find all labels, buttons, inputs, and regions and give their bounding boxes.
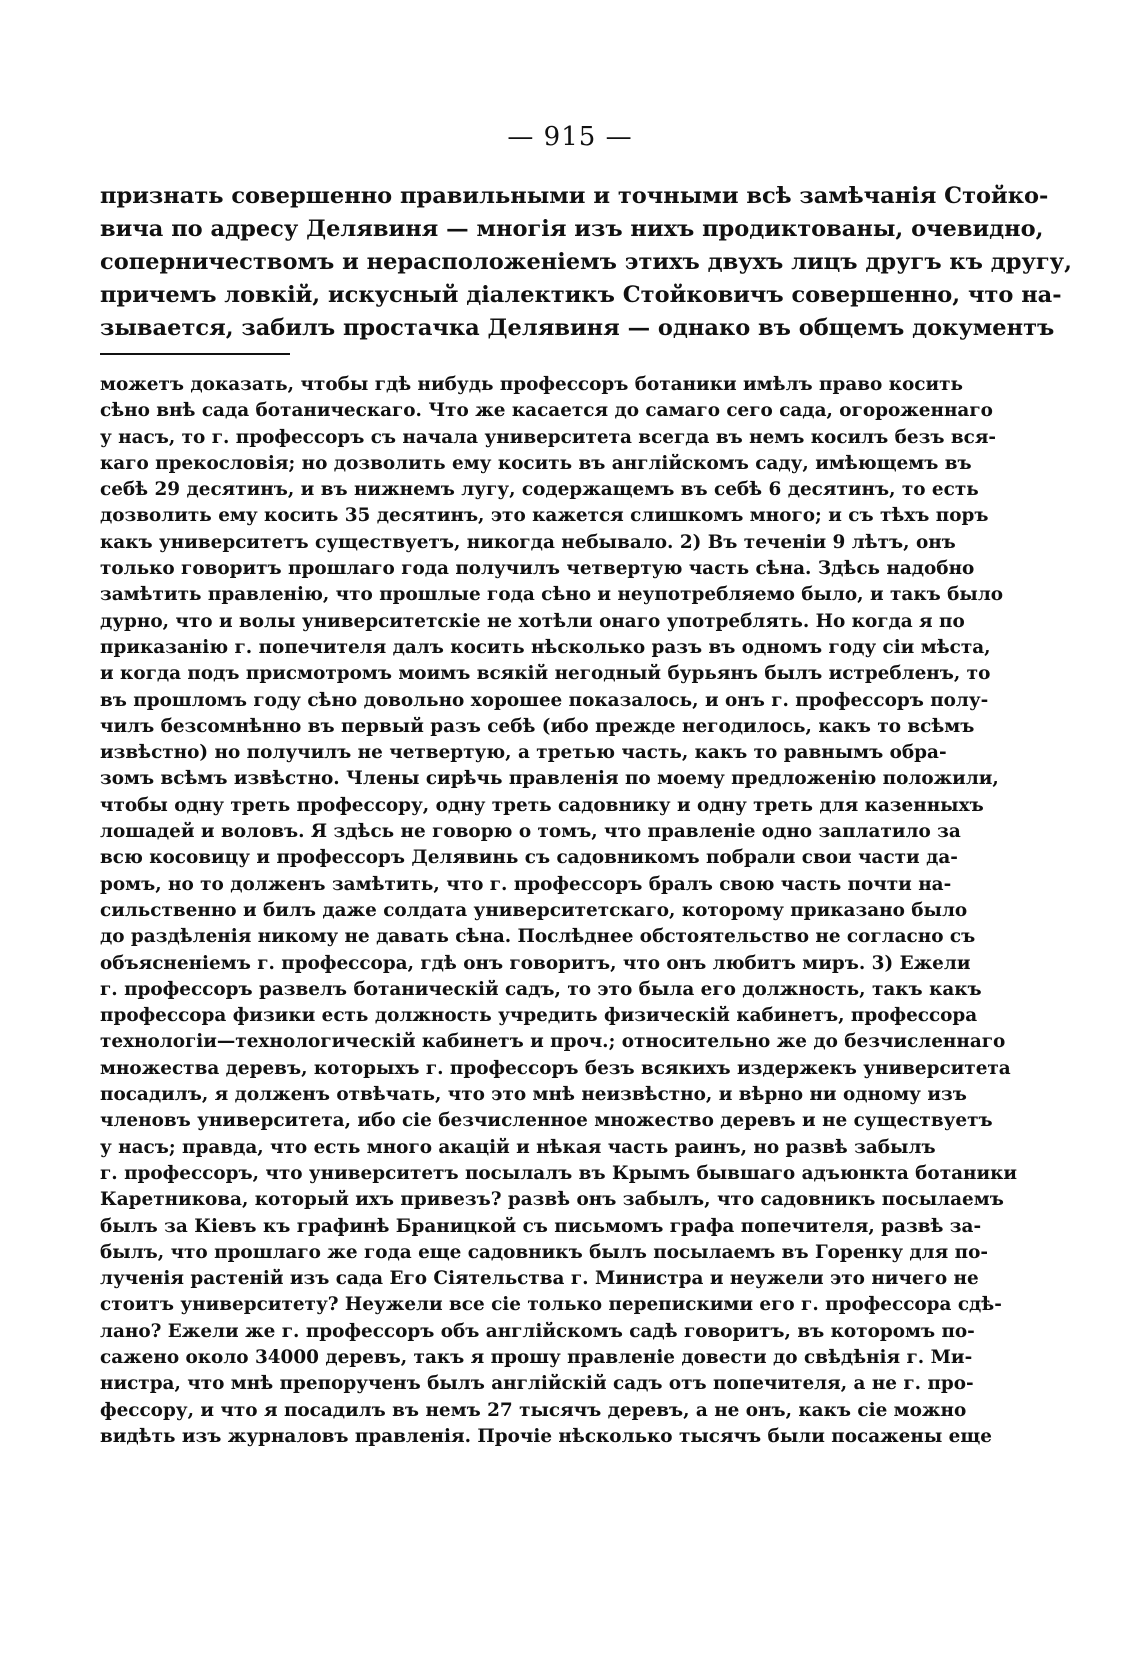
footnote-line: былъ, что прошлаго же года еще садовникъ былъ посылаемъ въ Горенку для по-	[100, 1241, 988, 1263]
footnote-line: лошадей и воловъ. Я здѣсь не говорю о томъ, что правленіе одно заплатило за	[100, 821, 961, 843]
footnote-line: стоитъ университету? Неужели все сіе только перепискими его г. профессора сдѣ-	[100, 1294, 1002, 1316]
footnote-line: приказанію г. попечителя далъ косить нѣсколько разъ въ одномъ году сіи мѣста,	[100, 636, 991, 658]
footnote-line: множества деревъ, которыхъ г. профессоръ безъ всякихъ издержекъ университета	[100, 1057, 1011, 1079]
footnote-text	[100, 372, 1018, 1450]
footnote-line: и когда подъ присмотромъ моимъ всякій негодный бурьянъ былъ истребленъ, то	[100, 663, 991, 685]
page-number: — 915 —	[507, 122, 633, 152]
footnote-line: дозволить ему косить 35 десятинъ, это кажется слишкомъ много; и съ тѣхъ поръ	[100, 505, 989, 527]
footnote-line: какъ университетъ существуетъ, никогда небывало. 2) Въ теченіи 9 лѣтъ, онъ	[100, 531, 956, 553]
footnote-line: видѣть изъ журналовъ правленія. Прочіе нѣсколько тысячъ были посажены еще	[100, 1425, 992, 1447]
main-text-line: вича по адресу Делявиня — многія изъ нихъ продиктованы, очевидно,	[100, 216, 1044, 242]
main-text	[100, 180, 1072, 345]
footnote-line: всю косовицу и профессоръ Делявинь съ садовникомъ побрали свои части да-	[100, 847, 958, 869]
main-text-line: причемъ ловкій, искусный діалектикъ Стойковичъ совершенно, что на-	[100, 282, 1062, 308]
footnote-line: въ прошломъ году сѣно довольно хорошее показалось, и онъ г. профессоръ полу-	[100, 689, 989, 711]
main-text-line: зывается, забилъ простачка Делявиня — однако въ общемъ документъ	[100, 315, 1055, 341]
footnote-line: сильственно и билъ даже солдата университетскаго, которому приказано было	[100, 899, 968, 921]
main-text-line: признать совершенно правильными и точными всѣ замѣчанія Стойко-	[100, 183, 1049, 209]
footnote-line: только говоритъ прошлаго года получилъ четвертую часть сѣна. Здѣсь надобно	[100, 558, 975, 580]
footnote-line: извѣстно) но получилъ не четвертую, а третью часть, какъ то равнымъ обра-	[100, 742, 947, 764]
footnote-line: г. профессоръ, что университетъ посылалъ въ Крымъ бывшаго адъюнкта ботаники	[100, 1162, 1018, 1184]
footnote-line: можетъ доказать, чтобы гдѣ нибудь профессоръ ботаники имѣлъ право косить	[100, 374, 963, 395]
footnote-line: до раздѣленія никому не давать сѣна. Послѣднее обстоятельство не согласно съ	[100, 926, 976, 948]
footnote-line: чилъ безсомнѣнно въ первый разъ себѣ (ибо прежде негодилось, какъ то всѣмъ	[100, 715, 975, 737]
footnote-line: сажено около 34000 деревъ, такъ я прошу правленіе довести до свѣдѣнія г. Ми-	[100, 1346, 973, 1368]
footnote-line: лученія растеній изъ сада Его Сіятельства г. Министра и неужели это ничего не	[100, 1268, 979, 1290]
footnote-line: у насъ; правда, что есть много акацій и нѣкая часть раинъ, но развѣ забылъ	[100, 1136, 936, 1158]
footnote-line: у насъ, то г. профессоръ съ начала университета всегда въ немъ косилъ безъ вся-	[100, 426, 997, 448]
footnote-line: зомъ всѣмъ извѣстно. Члены сирѣчь правленія по моему предложенію положили,	[100, 768, 999, 790]
main-text-line: соперничествомъ и нерасположеніемъ этихъ двухъ лицъ другъ къ другу,	[100, 249, 1072, 275]
footnote-line: чтобы одну треть профессору, одну треть садовнику и одну треть для казенныхъ	[100, 794, 984, 816]
footnote-line: былъ за Кіевъ къ графинѣ Браницкой съ письмомъ графа попечителя, развѣ за-	[100, 1215, 982, 1237]
footnote-line: замѣтить правленію, что прошлые года сѣно и неупотребляемо было, и такъ было	[100, 584, 1004, 606]
footnote-line: фессору, и что я посадилъ въ немъ 27 тысячъ деревъ, а не онъ, какъ сіе можно	[100, 1399, 967, 1421]
footnote-line: сѣно внѣ сада ботаническаго. Что же касается до самаго сего сада, огороженнаго	[100, 400, 993, 422]
footnote-line: Каретникова, который ихъ привезъ? развѣ онъ забылъ, что садовникъ посылаемъ	[100, 1189, 1004, 1211]
footnote-line: объясненіемъ г. профессора, гдѣ онъ говоритъ, что онъ любитъ миръ. 3) Ежели	[100, 952, 971, 974]
footnote-line: посадилъ, я долженъ отвѣчать, что это мнѣ неизвѣстно, и вѣрно ни одному изъ	[100, 1084, 967, 1106]
footnote-line: профессора физики есть должность учредить физическій кабинетъ, профессора	[100, 1005, 978, 1027]
footnote-line: г. профессоръ развелъ ботаническій садъ, то это была его должность, такъ какъ	[100, 978, 982, 1000]
footnote-line: членовъ университета, ибо сіе безчисленное множество деревъ и не существуетъ	[100, 1110, 993, 1132]
footnote-line: себѣ 29 десятинъ, и въ нижнемъ лугу, содержащемъ въ себѣ 6 десятинъ, то есть	[100, 479, 979, 501]
footnote-line: лано? Ежели же г. профессоръ объ англійскомъ садѣ говоритъ, въ которомъ по-	[100, 1320, 975, 1342]
footnote-line: технологіи—технологическій кабинетъ и проч.; относительно же до безчисленнаго	[100, 1031, 1006, 1053]
footnote-line: нистра, что мнѣ препорученъ былъ англійскій садъ отъ попечителя, а не г. про-	[100, 1373, 974, 1395]
footnote-line: ромъ, но то долженъ замѣтить, что г. профессоръ бралъ свою часть почти на-	[100, 873, 952, 895]
footnote-line: дурно, что и волы университетскіе не хотѣли онаго употреблять. Но когда я по	[100, 610, 965, 632]
footnote-separator	[100, 353, 290, 355]
footnote-line: каго прекословія; но дозволить ему косить въ англійскомъ саду, имѣющемъ въ	[100, 452, 972, 474]
